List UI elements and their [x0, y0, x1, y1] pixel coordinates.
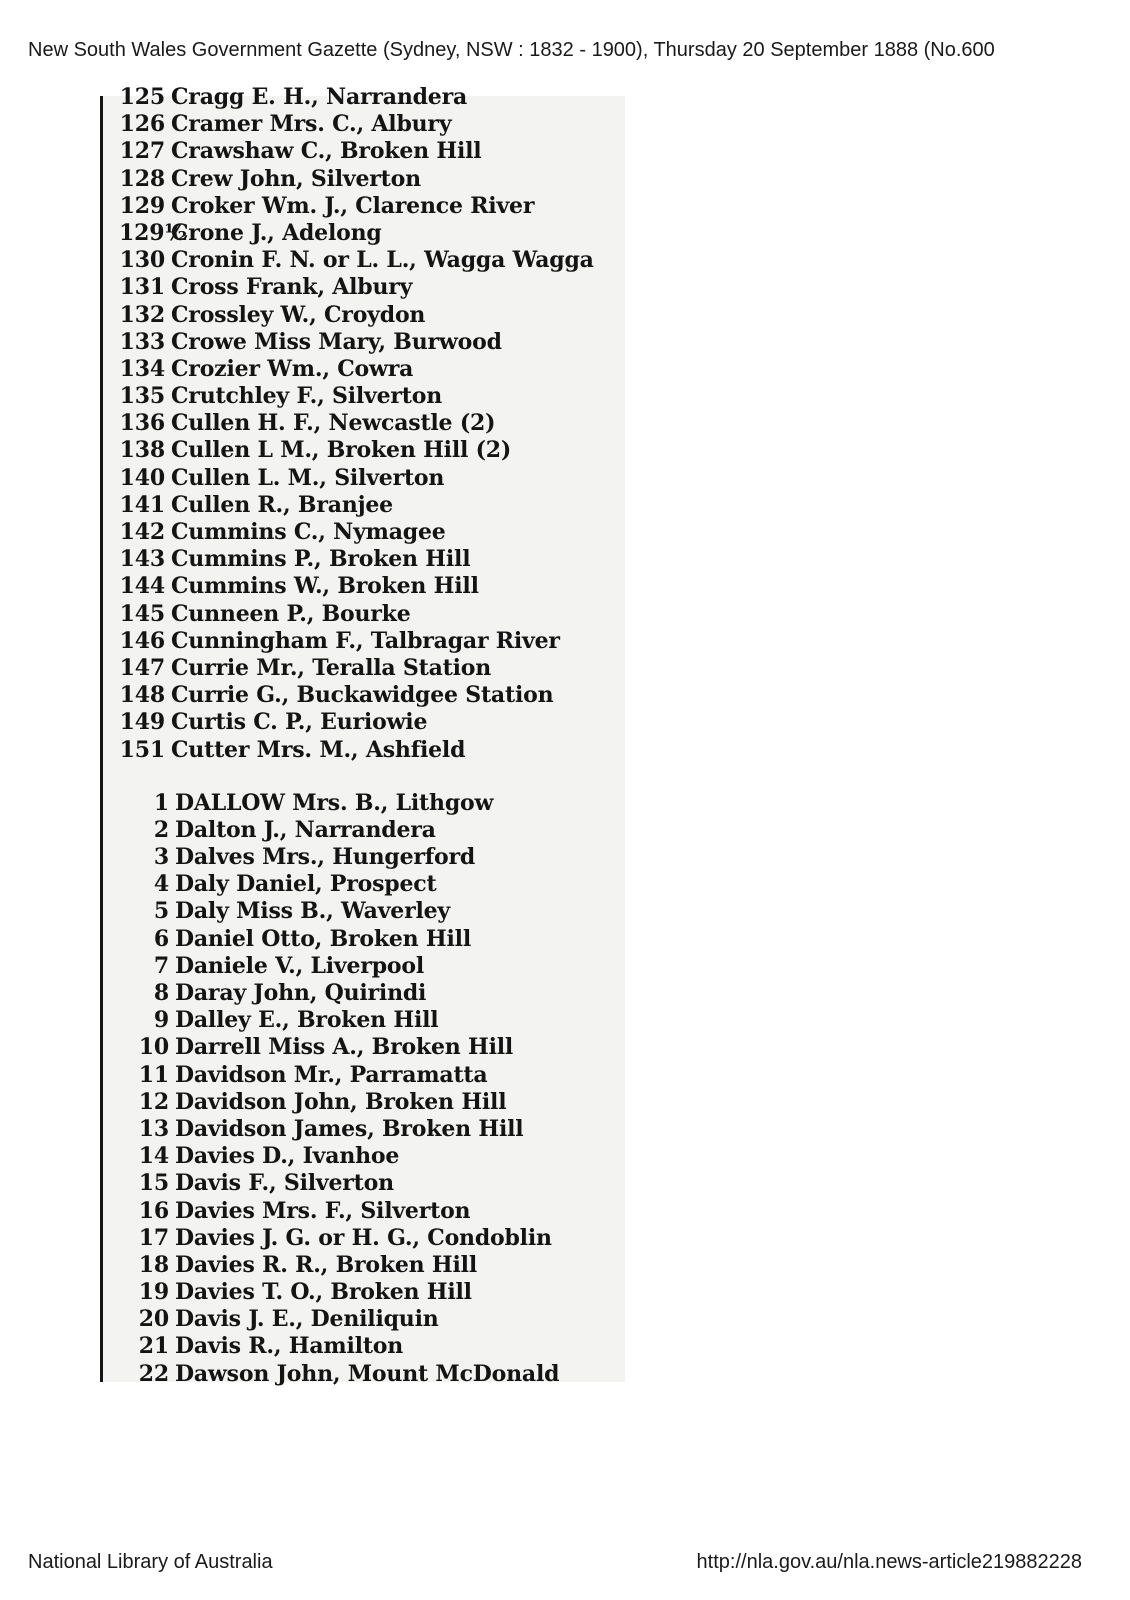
entry-number: 21 — [138, 1333, 169, 1360]
list-item — [119, 601, 619, 628]
entry-number: 138 — [119, 437, 165, 464]
entry-number: 10 — [138, 1034, 169, 1061]
list-item — [119, 1306, 619, 1333]
entry-text: Davies T. O., Broken Hill — [175, 1279, 472, 1306]
list-item — [119, 737, 619, 764]
list-item — [119, 1116, 619, 1143]
entry-number: 136 — [119, 410, 165, 437]
entry-number: 133 — [119, 328, 165, 355]
list-item — [119, 1007, 619, 1034]
entry-text: Daly Daniel, Prospect — [175, 871, 437, 898]
list-item — [119, 709, 619, 736]
entry-text: Cummins W., Broken Hill — [171, 573, 479, 600]
list-item — [119, 898, 619, 925]
entry-text: Daray John, Quirindi — [175, 980, 427, 1006]
entry-number: 16 — [138, 1197, 169, 1224]
entry-text: Davis R., Hamilton — [175, 1333, 404, 1360]
list-item — [119, 1170, 619, 1197]
entry-text: DALLOW Mrs. B., Lithgow — [175, 789, 494, 816]
list-item — [119, 302, 619, 329]
entry-number: 15 — [138, 1170, 169, 1197]
entry-text: Crossley W., Croydon — [171, 301, 426, 328]
entry-text: Cullen L. M., Silverton — [171, 464, 445, 491]
entry-text: Dawson John, Mount McDonald — [175, 1360, 560, 1387]
list-item — [119, 682, 619, 709]
entry-number: 2 — [153, 816, 169, 843]
entry-number: 126 — [119, 111, 165, 138]
list-item — [119, 193, 619, 220]
entry-text: Currie G., Buckawidgee Station — [171, 682, 554, 709]
entry-text: Cunningham F., Talbragar River — [171, 627, 560, 654]
entry-number: 127 — [119, 138, 165, 165]
entry-text: Daniele V., Liverpool — [175, 952, 424, 979]
entry-number: 143 — [119, 546, 165, 573]
entry-number: 146 — [119, 627, 165, 654]
entry-text: Cummins C., Nymagee — [171, 519, 446, 545]
list-item — [119, 1279, 619, 1306]
entry-number: 142 — [119, 519, 165, 545]
list-item — [119, 247, 619, 274]
entry-text: Cronin F. N. or L. L., Wagga Wagga — [171, 247, 594, 274]
list-item — [119, 465, 619, 492]
list-item — [119, 138, 619, 165]
entry-text: Davidson James, Broken Hill — [175, 1115, 524, 1142]
name-list — [119, 84, 619, 1387]
entry-text: Cragg E. H., Narrandera — [171, 84, 468, 110]
entry-number: 22 — [138, 1360, 169, 1387]
list-item — [119, 1333, 619, 1360]
entry-text: Davies D., Ivanhoe — [175, 1143, 400, 1170]
list-item — [119, 655, 619, 682]
section-c-list — [119, 84, 619, 764]
entry-text: Crutchley F., Silverton — [171, 383, 443, 410]
entry-text: Cunneen P., Bourke — [171, 600, 411, 627]
page-header-title: New South Wales Government Gazette (Sydney, NSW : 1832 - 1900), Thursday 20 September 1888 (No.600 — [28, 39, 995, 61]
entry-number: 3 — [153, 844, 169, 871]
entry-text: Davis J. E., Deniliquin — [175, 1306, 439, 1333]
list-item — [119, 274, 619, 301]
list-item — [119, 1252, 619, 1279]
gazette-clipping — [100, 84, 625, 1387]
entry-text: Daniel Otto, Broken Hill — [175, 925, 471, 952]
section-gap — [119, 764, 619, 790]
entry-text: Dalton J., Narrandera — [175, 816, 436, 843]
entry-number: 145 — [119, 600, 165, 627]
list-item — [119, 84, 619, 111]
entry-number: 131 — [119, 274, 165, 301]
entry-text: Currie Mr., Teralla Station — [171, 654, 492, 681]
entry-number: 147 — [119, 654, 165, 681]
entry-number: 1 — [153, 789, 169, 816]
entry-number: 151 — [119, 736, 165, 763]
entry-number: 129½ — [119, 219, 188, 246]
entry-number: 134 — [119, 355, 165, 382]
list-item — [119, 573, 619, 600]
entry-text: Dalves Mrs., Hungerford — [175, 844, 476, 871]
entry-text: Davidson John, Broken Hill — [175, 1088, 507, 1115]
entry-text: Cullen R., Branjee — [171, 491, 393, 518]
entry-text: Cummins P., Broken Hill — [171, 546, 471, 573]
entry-number: 19 — [138, 1279, 169, 1306]
list-item — [119, 628, 619, 655]
list-item — [119, 1034, 619, 1061]
entry-number: 8 — [153, 980, 169, 1006]
list-item-cut-off — [119, 1360, 619, 1387]
list-item — [119, 953, 619, 980]
list-item — [119, 166, 619, 193]
entry-number: 14 — [138, 1143, 169, 1170]
entry-text: Crozier Wm., Cowra — [171, 355, 414, 382]
entry-number: 132 — [119, 301, 165, 328]
entry-text: Crawshaw C., Broken Hill — [171, 138, 482, 165]
entry-text: Cross Frank, Albury — [171, 274, 413, 301]
list-item — [119, 1225, 619, 1252]
list-item — [119, 356, 619, 383]
list-item — [119, 980, 619, 1007]
entry-number: 13 — [138, 1115, 169, 1142]
entry-number: 135 — [119, 383, 165, 410]
entry-number: 129 — [119, 192, 165, 219]
entry-text: Crone J., Adelong — [171, 219, 382, 246]
list-item — [119, 329, 619, 356]
entry-number: 6 — [153, 925, 169, 952]
entry-text: Davies Mrs. F., Silverton — [175, 1197, 471, 1224]
list-item — [119, 111, 619, 138]
list-item — [119, 220, 619, 247]
section-d-list — [119, 789, 619, 1387]
entry-number: 140 — [119, 464, 165, 491]
entry-number: 128 — [119, 165, 165, 192]
entry-number: 12 — [138, 1088, 169, 1115]
entry-text: Davidson Mr., Parramatta — [175, 1061, 488, 1088]
entry-text: Davies R. R., Broken Hill — [175, 1251, 477, 1278]
list-item — [119, 492, 619, 519]
entry-text: Davis F., Silverton — [175, 1170, 394, 1197]
entry-text: Darrell Miss A., Broken Hill — [175, 1034, 514, 1061]
entry-text: Crew John, Silverton — [171, 165, 421, 192]
entry-number: 4 — [153, 871, 169, 898]
entry-number: 130 — [119, 247, 165, 274]
list-item — [119, 546, 619, 573]
entry-number: 7 — [153, 952, 169, 979]
entry-text: Davies J. G. or H. G., Condoblin — [175, 1224, 552, 1251]
entry-text: Crowe Miss Mary, Burwood — [171, 328, 502, 355]
footer-source-name: National Library of Australia — [28, 1551, 273, 1573]
list-item — [119, 437, 619, 464]
entry-number: 5 — [153, 898, 169, 925]
entry-number: 11 — [138, 1061, 169, 1088]
entry-number: 141 — [119, 491, 165, 518]
list-item — [119, 1198, 619, 1225]
entry-text: Cutter Mrs. M., Ashfield — [171, 736, 466, 763]
list-item — [119, 817, 619, 844]
list-item — [119, 844, 619, 871]
entry-number: 18 — [138, 1251, 169, 1278]
list-item — [119, 1143, 619, 1170]
list-item — [119, 1062, 619, 1089]
list-item — [119, 926, 619, 953]
entry-number: 148 — [119, 682, 165, 709]
entry-text: Daly Miss B., Waverley — [175, 898, 451, 925]
entry-text: Croker Wm. J., Clarence River — [171, 192, 535, 219]
entry-number: 20 — [138, 1306, 169, 1333]
list-item — [119, 871, 619, 898]
entry-number: 17 — [138, 1224, 169, 1251]
entry-text: Curtis C. P., Euriowie — [171, 709, 428, 736]
entry-text: Cullen H. F., Newcastle (2) — [171, 410, 496, 437]
entry-text: Cramer Mrs. C., Albury — [171, 111, 452, 138]
footer-source-url: http://nla.gov.au/nla.news-article219882228 — [696, 1551, 1082, 1573]
list-item — [119, 519, 619, 546]
entry-text: Cullen L M., Broken Hill (2) — [171, 437, 512, 464]
entry-number: 144 — [119, 573, 165, 600]
entry-number: 125 — [119, 84, 165, 110]
list-item — [119, 410, 619, 437]
entry-text: Dalley E., Broken Hill — [175, 1007, 439, 1034]
list-item — [119, 1089, 619, 1116]
entry-number: 9 — [153, 1007, 169, 1034]
list-item — [119, 383, 619, 410]
entry-number: 149 — [119, 709, 165, 736]
list-item — [119, 790, 619, 817]
